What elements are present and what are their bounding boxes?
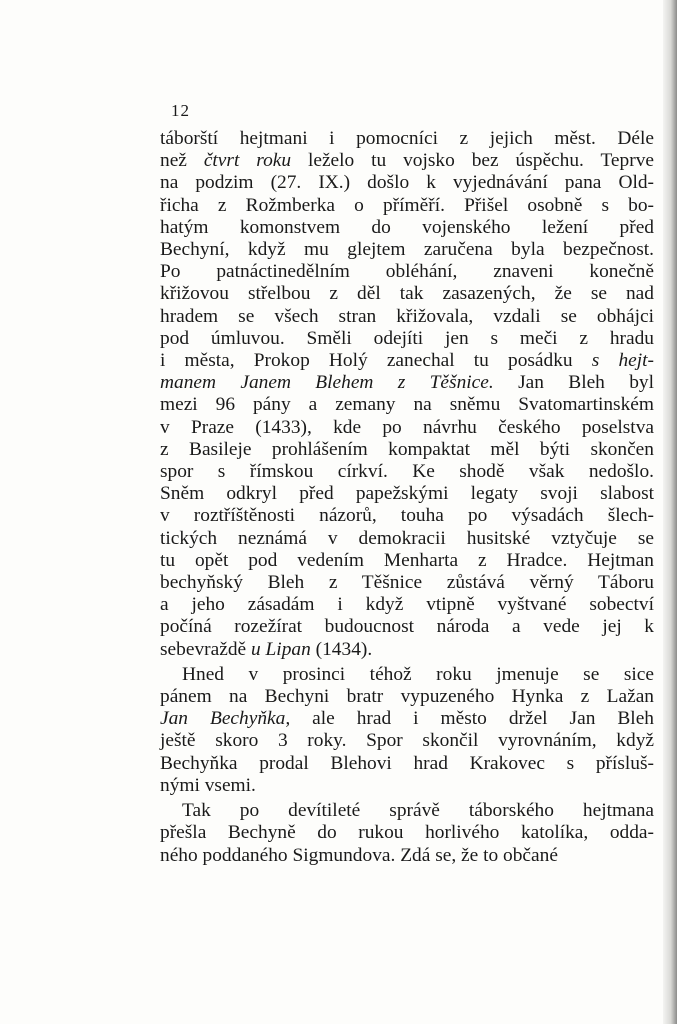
text-line xyxy=(160,239,654,261)
text-run: na podzim (27. IX.) došlo k vyjednávání pana Old- xyxy=(160,172,654,194)
italic-text: s hejt- xyxy=(591,350,654,372)
text-run: Bechyňka prodal Blehovi hrad Krakovec s přísluš- xyxy=(160,752,654,774)
text-line xyxy=(160,845,654,867)
paragraph-3 xyxy=(160,800,654,867)
text-line xyxy=(160,505,654,527)
text-run: Sněm odkryl před papežskými legaty svoji slabost xyxy=(160,483,654,505)
text-line xyxy=(160,528,654,550)
text-run: pod úmluvou. Směli odejíti jen s meči z hradu xyxy=(160,327,654,349)
text-run: táborští hejtmani i pomocníci z jejich měst. Déle xyxy=(160,128,654,149)
text-line xyxy=(160,800,654,822)
text-run: ného poddaného Sigmundova. Zdá se, že to občané xyxy=(160,844,558,866)
text-line xyxy=(160,394,654,416)
text-run: hatým komonstvem do vojenského ležení před xyxy=(160,216,654,238)
text-line xyxy=(160,217,654,239)
text-line xyxy=(160,439,654,461)
text-run: spor s římskou církví. Ke shodě však nedošlo. xyxy=(160,461,654,483)
text-line xyxy=(160,550,654,572)
text-line xyxy=(160,328,654,350)
text-run: Hned v prosinci téhož roku jmenuje se sice xyxy=(182,663,654,685)
text-run: Jan Bleh byl xyxy=(493,372,654,394)
text-run: ještě skoro 3 roky. Spor skončil vyrovnáním, když xyxy=(160,730,654,752)
text-line xyxy=(160,350,654,372)
text-run: tických neznámá v demokracii husitské vztyčuje se xyxy=(160,527,654,549)
text-line xyxy=(160,150,654,172)
text-run: v Praze (1433), kde po návrhu českého poselstva xyxy=(160,416,654,438)
text-run: řicha z Rožmberka o příměří. Přišel osobně s bo- xyxy=(160,194,654,216)
text-run: Po patnáctinedělním obléhání, znaveni konečně xyxy=(160,261,654,283)
italic-text: u Lipan xyxy=(250,638,311,660)
text-line xyxy=(160,483,654,505)
text-run: sebevraždě xyxy=(160,638,251,660)
text-line xyxy=(160,730,654,752)
text-line xyxy=(160,616,654,638)
text-run: (1434). xyxy=(310,638,373,660)
text-run: mezi 96 pány a zemany na sněmu Svatomartinském xyxy=(160,394,654,416)
text-run: křižovou střelbou z děl tak zasazených, že se nad xyxy=(160,283,654,305)
page-edge-shadow xyxy=(663,0,677,1024)
text-line xyxy=(160,195,654,217)
text-run: i města, Prokop Holý zanechal tu posádku xyxy=(160,350,592,372)
text-line xyxy=(160,417,654,439)
text-run: přešla Bechyně do rukou horlivého katolíka, odda- xyxy=(160,822,654,844)
text-run: a jeho zásadám i když vtipně vyštvané sobectví xyxy=(160,594,654,616)
text-line xyxy=(160,261,654,283)
body-text xyxy=(160,128,654,867)
text-line xyxy=(160,372,654,394)
text-line xyxy=(160,461,654,483)
text-line xyxy=(160,664,654,686)
text-line xyxy=(160,753,654,775)
page-number: 12 xyxy=(171,101,190,120)
text-line xyxy=(160,572,654,594)
text-run: Bechyní, když mu glejtem zaručena byla bezpečnost. xyxy=(160,239,654,261)
text-run: Tak po devítileté správě táborského hejtmana xyxy=(182,800,654,822)
text-run: nými vsemi. xyxy=(160,774,256,796)
text-run: bechyňský Bleh z Těšnice zůstává věrný Táboru xyxy=(160,572,654,594)
text-line xyxy=(160,708,654,730)
paragraph-1 xyxy=(160,128,654,661)
italic-text: Jan Bechyňka, xyxy=(160,708,291,730)
paragraph-2 xyxy=(160,664,654,797)
text-run: leželo tu vojsko bez úspěchu. Teprve xyxy=(291,150,654,172)
text-line xyxy=(160,639,654,661)
text-line xyxy=(160,306,654,328)
text-line xyxy=(160,822,654,844)
text-line xyxy=(160,128,654,150)
text-line xyxy=(160,686,654,708)
text-run: počíná rozežírat budoucnost národa a vede jej k xyxy=(160,616,654,638)
text-run: ale hrad i město držel Jan Bleh xyxy=(290,708,654,730)
text-run: pánem na Bechyni bratr vypuzeného Hynka z Lažan xyxy=(160,686,654,708)
text-line xyxy=(160,172,654,194)
italic-text: čtvrt roku xyxy=(203,150,292,172)
text-line xyxy=(160,283,654,305)
text-run: než xyxy=(160,150,204,172)
text-run: v roztříštěnosti názorů, touha po výsadách šlech- xyxy=(160,505,654,527)
italic-text: manem Janem Blehem z Těšnice. xyxy=(160,372,494,394)
text-line xyxy=(160,775,654,797)
text-run: hradem se všech stran křižovala, vzdali se obhájci xyxy=(160,305,654,327)
text-run: tu opět pod vedením Menharta z Hradce. Hejtman xyxy=(160,549,654,571)
text-run: z Basileje prohlášením kompaktat měl býti skončen xyxy=(160,438,654,460)
text-line xyxy=(160,594,654,616)
